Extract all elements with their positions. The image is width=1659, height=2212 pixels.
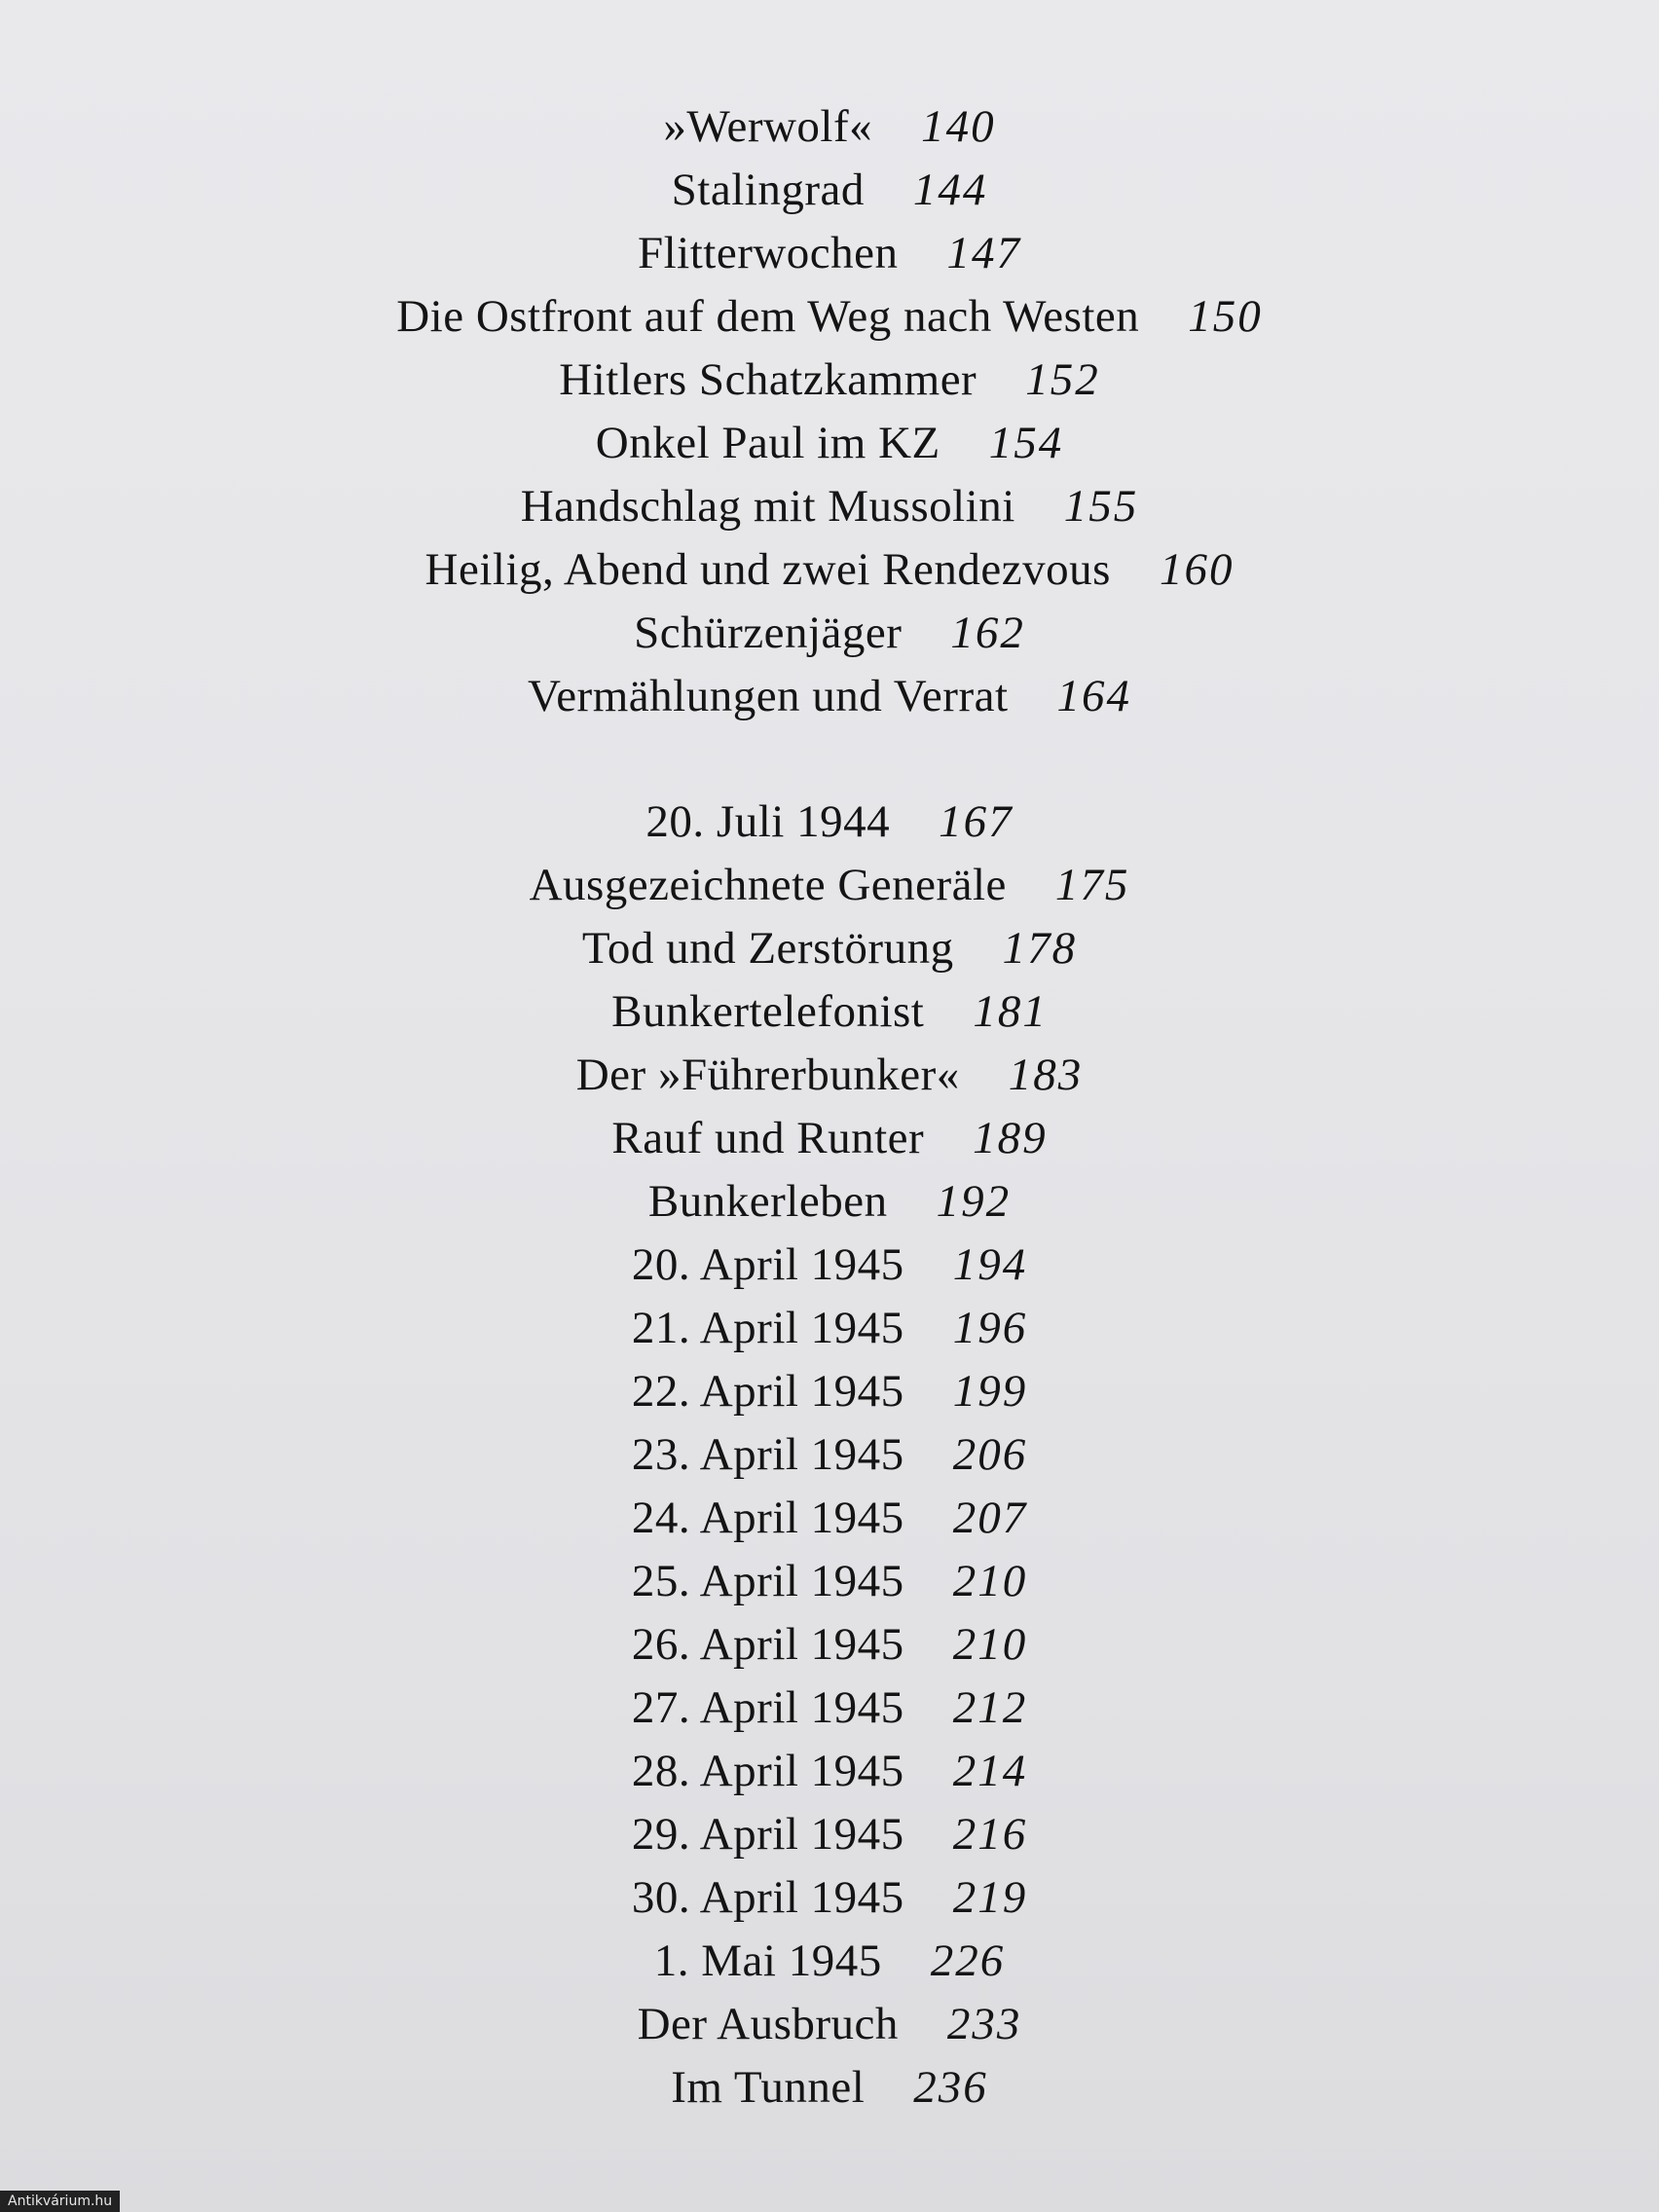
- toc-entry: [0, 602, 1659, 665]
- toc-entry-page: 152: [1025, 354, 1100, 405]
- toc-entry-title: Der »Führerbunker«: [575, 1050, 960, 1100]
- toc-entry-page: 210: [952, 1556, 1028, 1606]
- toc-entry-title: Bunkerleben: [647, 1176, 888, 1227]
- toc-entry-page: 199: [952, 1366, 1028, 1417]
- toc-entry-page: 140: [921, 101, 996, 152]
- toc-entry-title: 23. April 1945: [631, 1429, 904, 1480]
- toc-entry-title: Im Tunnel: [671, 2062, 866, 2113]
- toc-entry-title: 20. Juli 1944: [645, 796, 891, 847]
- toc-entry-title: Ausgezeichnete Generäle: [529, 860, 1007, 910]
- toc-entry-title: 30. April 1945: [631, 1872, 904, 1923]
- toc-entry-title: »Werwolf«: [663, 101, 873, 152]
- toc-entry: [0, 475, 1659, 538]
- toc-entry-page: 181: [973, 986, 1048, 1037]
- toc-entry-title: Tod und Zerstörung: [581, 923, 954, 974]
- toc-entry: [0, 917, 1659, 980]
- toc-entry-page: 219: [952, 1872, 1028, 1923]
- toc-entry-page: 178: [1002, 923, 1078, 974]
- toc-entry: [0, 222, 1659, 285]
- toc-entry-page: 150: [1188, 291, 1263, 342]
- toc-entry: [0, 980, 1659, 1044]
- toc-entry: [0, 1993, 1659, 2056]
- toc-entry: [0, 1423, 1659, 1487]
- toc-entry: [0, 791, 1659, 854]
- toc-entry-page: 210: [952, 1619, 1028, 1670]
- toc-entry-title: Heilig, Abend und zwei Rendezvous: [424, 544, 1111, 595]
- toc-entry-title: 25. April 1945: [631, 1556, 904, 1606]
- toc-entry-page: 207: [952, 1493, 1028, 1543]
- toc-entry-page: 164: [1056, 671, 1132, 721]
- toc-entry-title: 21. April 1945: [631, 1303, 904, 1353]
- toc-entry-page: 206: [952, 1429, 1028, 1480]
- toc-entry-page: 226: [930, 1936, 1006, 1986]
- watermark: Antikvárium.hu: [0, 2191, 120, 2212]
- toc-entry-page: 196: [952, 1303, 1028, 1353]
- toc-entry-title: Der Ausbruch: [637, 1999, 899, 2049]
- toc-entry: [0, 1170, 1659, 1234]
- toc-entry-page: 144: [912, 165, 988, 215]
- toc-entry-page: 147: [946, 228, 1022, 278]
- toc-entry-title: 24. April 1945: [631, 1493, 904, 1543]
- toc-entry-title: 20. April 1945: [631, 1239, 904, 1290]
- toc-entry: [0, 95, 1659, 159]
- toc-entry-page: 212: [952, 1682, 1028, 1733]
- toc-entry-title: 29. April 1945: [631, 1809, 904, 1860]
- toc-entry-title: 22. April 1945: [631, 1366, 904, 1417]
- toc-entry: [0, 2056, 1659, 2120]
- toc-entry-page: 160: [1159, 544, 1235, 595]
- toc-entry: [0, 1044, 1659, 1107]
- toc-entry: [0, 538, 1659, 602]
- toc-entry: [0, 349, 1659, 412]
- toc-entry-title: Hitlers Schatzkammer: [559, 354, 977, 405]
- toc-entry: [0, 285, 1659, 349]
- toc-entry-page: 162: [950, 608, 1025, 658]
- toc-entry-page: 189: [973, 1113, 1048, 1163]
- toc-entry-page: 214: [952, 1746, 1028, 1796]
- toc-entry-title: 1. Mai 1945: [653, 1936, 882, 1986]
- toc-entry: [0, 1866, 1659, 1930]
- toc-entry-page: 216: [952, 1809, 1028, 1860]
- toc-entry-page: 154: [988, 418, 1064, 468]
- toc-entry: [0, 1487, 1659, 1550]
- toc-entry-title: Onkel Paul im KZ: [595, 418, 940, 468]
- toc-entry-title: Rauf und Runter: [611, 1113, 925, 1163]
- toc-entry-title: Flitterwochen: [637, 228, 899, 278]
- toc-entry: [0, 854, 1659, 917]
- toc-entry-title: Vermählungen und Verrat: [527, 671, 1009, 721]
- toc-entry: [0, 1930, 1659, 1993]
- toc-entry: [0, 1234, 1659, 1297]
- table-of-contents: [0, 95, 1659, 2120]
- toc-entry-page: 236: [913, 2062, 988, 2113]
- toc-entry-title: Schürzenjäger: [634, 608, 903, 658]
- toc-entry: [0, 1803, 1659, 1866]
- toc-entry-page: 155: [1063, 481, 1139, 532]
- toc-entry-page: 194: [952, 1239, 1028, 1290]
- toc-entry-title: Die Ostfront auf dem Weg nach Westen: [396, 291, 1140, 342]
- toc-entry: [0, 1297, 1659, 1360]
- toc-entry: [0, 1613, 1659, 1677]
- toc-entry-title: Bunkertelefonist: [611, 986, 925, 1037]
- toc-entry-title: 27. April 1945: [631, 1682, 904, 1733]
- toc-entry: [0, 1677, 1659, 1740]
- toc-entry-page: 192: [936, 1176, 1012, 1227]
- toc-entry-page: 167: [939, 796, 1014, 847]
- toc-entry: [0, 1107, 1659, 1170]
- toc-entry-page: 175: [1054, 860, 1130, 910]
- toc-entry-title: 28. April 1945: [631, 1746, 904, 1796]
- toc-entry: [0, 412, 1659, 475]
- toc-entry: [0, 1740, 1659, 1803]
- toc-entry-title: 26. April 1945: [631, 1619, 904, 1670]
- toc-entry-title: Stalingrad: [671, 165, 865, 215]
- toc-entry: [0, 159, 1659, 222]
- toc-entry: [0, 665, 1659, 728]
- toc-entry: [0, 1360, 1659, 1423]
- toc-entry-title: Handschlag mit Mussolini: [520, 481, 1015, 532]
- toc-entry-page: 183: [1008, 1050, 1084, 1100]
- toc-entry: [0, 1550, 1659, 1613]
- toc-entry-page: 233: [946, 1999, 1022, 2049]
